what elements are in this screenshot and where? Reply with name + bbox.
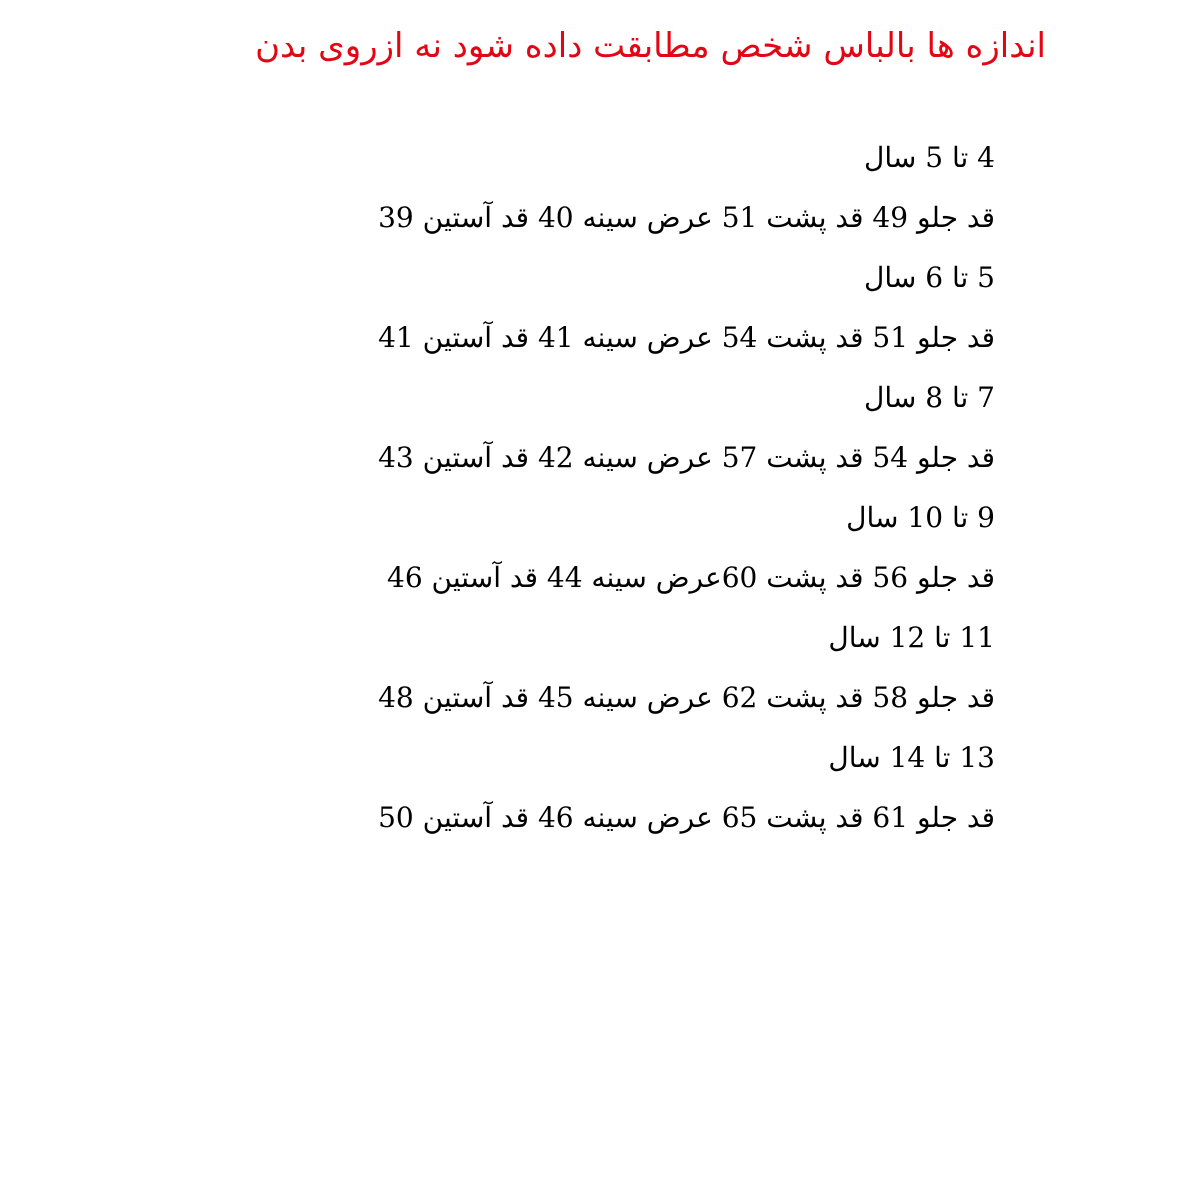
size-list: [300, 128, 995, 848]
measurements-13-14: قد جلو 61 قد پشت 65 عرض سینه 46 قد آستین 50: [378, 801, 995, 834]
age-range-7-8: 7 تا 8 سال: [863, 381, 995, 414]
measurements-9-10: قد جلو 56 قد پشت 60عرض سینه 44 قد آستین 46: [387, 561, 995, 594]
age-range-11-12: 11 تا 12 سال: [828, 621, 995, 654]
age-range-5-6: 5 تا 6 سال: [863, 261, 995, 294]
age-range-13-14: 13 تا 14 سال: [828, 741, 995, 774]
measurements-11-12: قد جلو 58 قد پشت 62 عرض سینه 45 قد آستین 48: [378, 681, 995, 714]
measurements-4-5: قد جلو 49 قد پشت 51 عرض سینه 40 قد آستین 39: [378, 201, 995, 234]
measurements-5-6: قد جلو 51 قد پشت 54 عرض سینه 41 قد آستین 41: [378, 321, 995, 354]
measurements-7-8: قد جلو 54 قد پشت 57 عرض سینه 42 قد آستین 43: [378, 441, 995, 474]
age-range-9-10: 9 تا 10 سال: [846, 501, 995, 534]
size-chart-heading: اندازه ها بالباس شخص مطابقت داده شود نه ازروی بدن: [255, 26, 1046, 66]
age-range-4-5: 4 تا 5 سال: [863, 141, 995, 174]
